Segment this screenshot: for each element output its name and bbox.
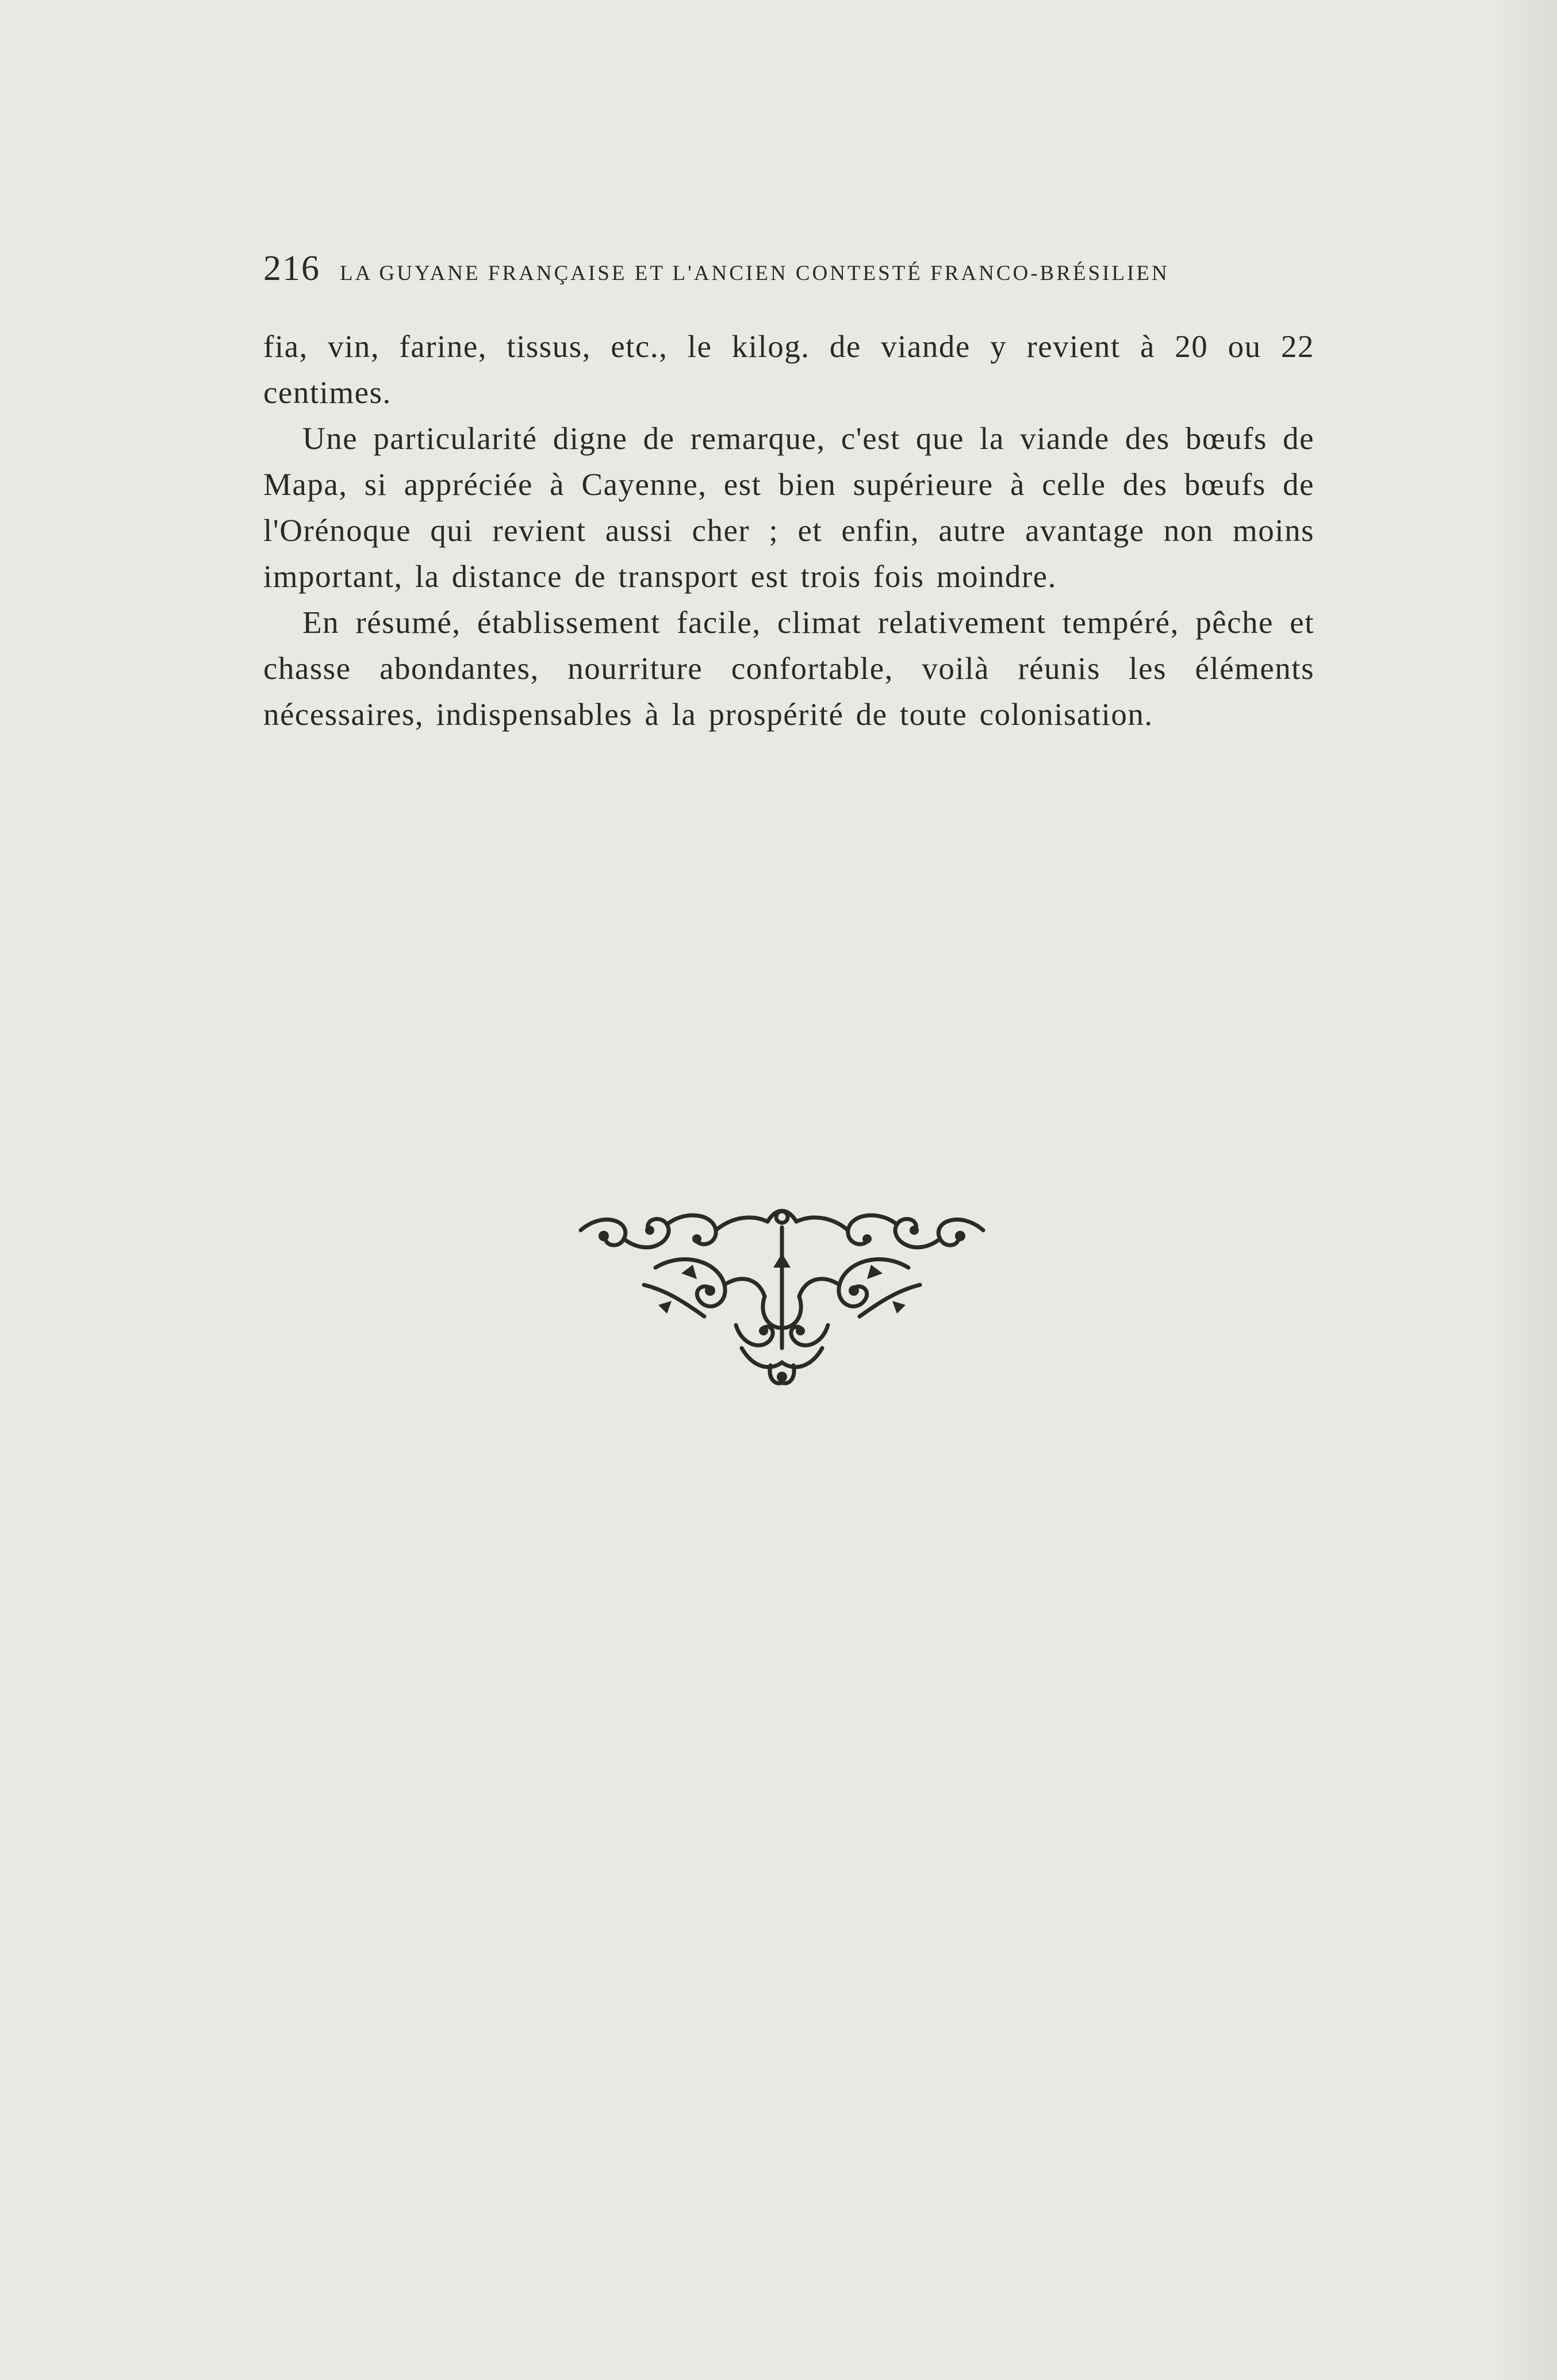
running-head xyxy=(263,248,1316,294)
paragraph-resume: En résumé, établissement facile, climat relativement tempéré, pêche et chasse abondantes, nourriture confortable, voilà réunis les éléments nécessaires, indispensables à la prospérité de toute colonisation. xyxy=(263,605,1314,732)
running-title: LA GUYANE FRANÇAISE ET L'ANCIEN CONTESTÉ FRANCO-BRÉSILIEN xyxy=(340,262,1169,285)
fleuron-tailpiece-icon xyxy=(569,1204,995,1388)
page-number: 216 xyxy=(263,249,320,288)
paragraph-continuation: fia, vin, farine, tissus, etc., le kilog. de viande y revient à 20 ou 22 centimes. xyxy=(263,329,1314,410)
body-text xyxy=(263,324,1314,738)
paragraph-particularite: Une particularité digne de remarque, c'est que la viande des bœufs de Mapa, si appréciée à Cayenne, est bien supérieure à celle des bœufs de l'Orénoque qui revient aussi cher ; et enfin, autre avantage non moins important, la distance de transport est trois fois moindre. xyxy=(263,421,1314,594)
page-edge-shadow xyxy=(1488,0,1557,2380)
